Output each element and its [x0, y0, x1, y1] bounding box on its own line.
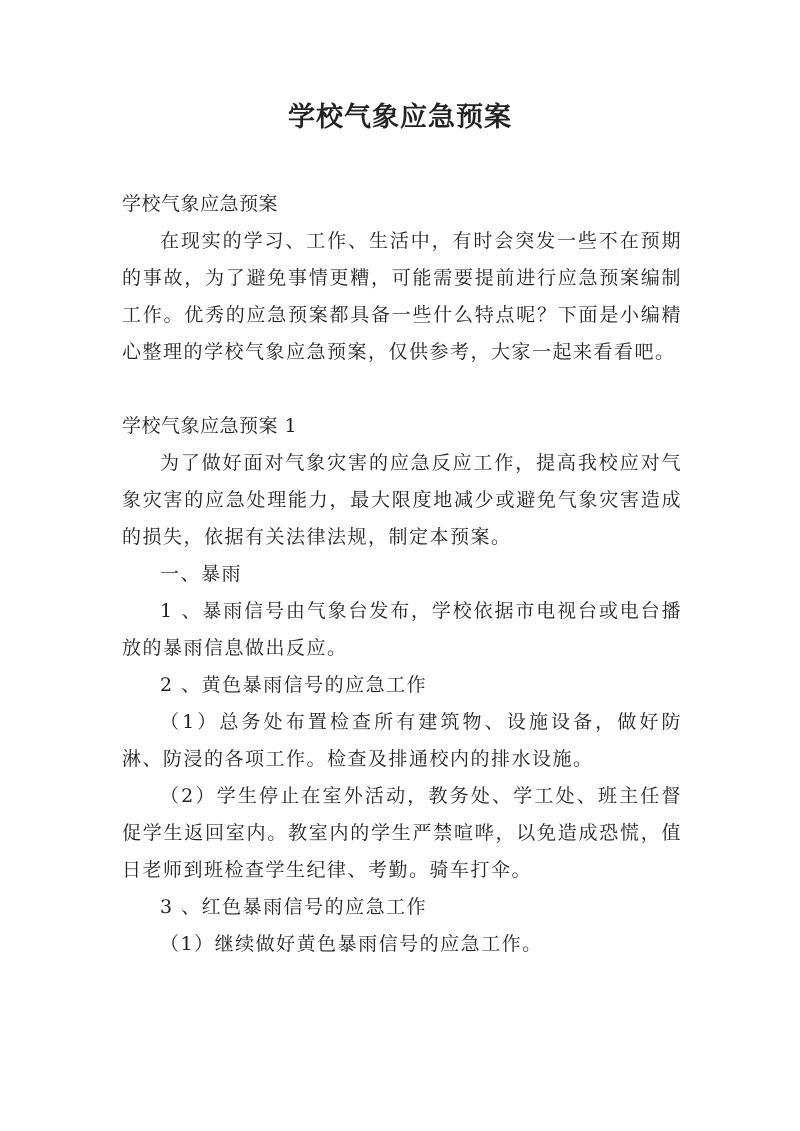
- document-body: [122, 186, 682, 963]
- item-1: 1 、暴雨信号由气象台发布，学校依据市电视台或电台播放的暴雨信息做出反应。: [122, 600, 682, 659]
- intro-paragraph: 在现实的学习、工作、生活中，有时会突发一些不在预期的事故，为了避免事情更糟，可能需要提前进行应急预案编制工作。优秀的应急预案都具备一些什么特点呢？下面是小编精心整理的学校气象应急预案，仅供参考，大家一起来看看吧。: [122, 230, 682, 363]
- item-2: 2 、黄色暴雨信号的应急工作: [160, 674, 428, 696]
- item-3-1: （1）继续做好黄色暴雨信号的应急工作。: [160, 933, 543, 955]
- item-2-1: （1）总务处布置检查所有建筑物、设施设备，做好防淋、防浸的各项工作。检查及排通校内的排水设施。: [122, 711, 682, 770]
- intro-heading: 学校气象应急预案: [122, 193, 279, 215]
- item-3: 3 、红色暴雨信号的应急工作: [160, 896, 428, 918]
- rainstorm-heading: 一、暴雨: [160, 563, 243, 585]
- document-title: 学校气象应急预案: [288, 102, 512, 133]
- section1-paragraph: 为了做好面对气象灾害的应急反应工作，提高我校应对气象灾害的应急处理能力，最大限度地减少或避免气象灾害造成的损失，依据有关法律法规，制定本预案。: [122, 452, 682, 548]
- item-2-2: （2）学生停止在室外活动，教务处、学工处、班主任督促学生返回室内。教室内的学生严禁喧哗，以免造成恐慌，值日老师到班检查学生纪律、考勤。骑车打伞。: [122, 785, 682, 881]
- section-spacer: [122, 371, 682, 408]
- section1-heading: 学校气象应急预案 1: [122, 415, 298, 437]
